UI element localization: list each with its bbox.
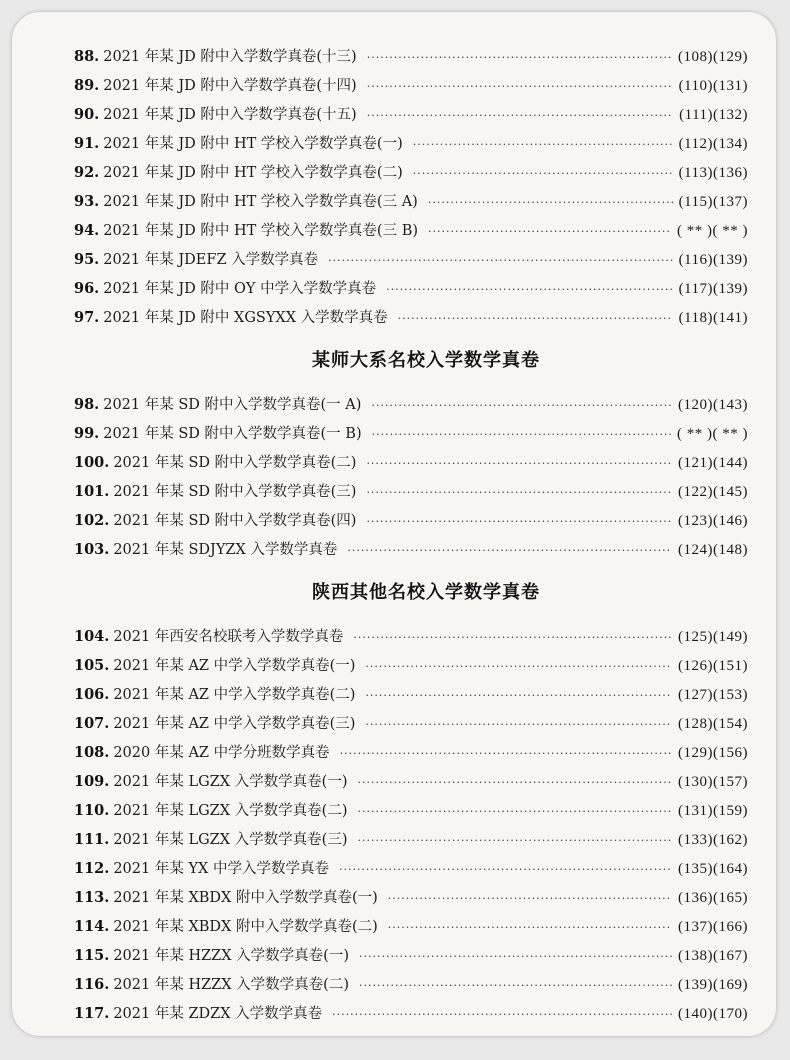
document-page bbox=[12, 12, 776, 1036]
dot-leader bbox=[388, 884, 672, 913]
entry-page-numbers: (130)(157) bbox=[678, 774, 748, 790]
entry-title: 2021 年某 JD 附中 HT 学校入学数学真卷(二) bbox=[103, 165, 403, 181]
dot-leader bbox=[428, 217, 671, 246]
entry-number: 104. bbox=[74, 628, 110, 645]
entry-number: 113. bbox=[74, 889, 110, 906]
entry-page-numbers: (112)(134) bbox=[678, 136, 748, 152]
entry-page-numbers: (122)(145) bbox=[678, 484, 748, 500]
entry-number: 100. bbox=[74, 454, 110, 471]
toc-entry[interactable] bbox=[74, 825, 748, 854]
entry-page-numbers: (113)(136) bbox=[678, 165, 748, 181]
dot-leader bbox=[347, 536, 672, 565]
dot-leader bbox=[353, 623, 672, 652]
entry-title: 2021 年某 SDJYZX 入学数学真卷 bbox=[113, 542, 338, 558]
toc-entry[interactable] bbox=[74, 71, 748, 100]
entry-number: 90. bbox=[74, 106, 100, 123]
entry-number: 96. bbox=[74, 280, 100, 297]
entry-title: 2021 年某 JD 附中 HT 学校入学数学真卷(三 B) bbox=[103, 223, 419, 239]
dot-leader bbox=[359, 942, 672, 971]
entry-title: 2021 年某 LGZX 入学数学真卷(一) bbox=[113, 774, 348, 790]
entry-title: 2021 年某 HZZX 入学数学真卷(二) bbox=[113, 977, 349, 993]
toc-entry[interactable] bbox=[74, 738, 748, 767]
entry-number: 91. bbox=[74, 135, 100, 152]
entry-page-numbers: (138)(167) bbox=[678, 948, 748, 964]
dot-leader bbox=[367, 43, 672, 72]
entry-title: 2021 年某 YX 中学入学数学真卷 bbox=[113, 861, 329, 877]
dot-leader bbox=[365, 710, 672, 739]
toc-entry[interactable] bbox=[74, 274, 748, 303]
dot-leader bbox=[340, 739, 672, 768]
entry-number: 102. bbox=[74, 512, 110, 529]
dot-leader bbox=[357, 797, 672, 826]
entry-number: 89. bbox=[74, 77, 100, 94]
entry-page-numbers: (121)(144) bbox=[678, 455, 748, 471]
entry-number: 112. bbox=[74, 860, 110, 877]
entry-number: 110. bbox=[74, 802, 110, 819]
entry-title: 2021 年某 JD 附中 OY 中学入学数学真卷 bbox=[103, 281, 377, 297]
toc-entry[interactable] bbox=[74, 854, 748, 883]
entry-title: 2021 年某 XBDX 附中入学数学真卷(二) bbox=[113, 919, 378, 935]
entry-title: 2021 年某 SD 附中入学数学真卷(四) bbox=[113, 513, 357, 529]
entry-number: 95. bbox=[74, 251, 100, 268]
entry-title: 2021 年某 SD 附中入学数学真卷(一 B) bbox=[103, 426, 362, 442]
entry-title: 2021 年某 AZ 中学入学数学真卷(一) bbox=[113, 658, 356, 674]
entry-number: 92. bbox=[74, 164, 100, 181]
toc-entry[interactable] bbox=[74, 506, 748, 535]
toc-entry[interactable] bbox=[74, 883, 748, 912]
toc-entry[interactable] bbox=[74, 303, 748, 332]
entry-number: 99. bbox=[74, 425, 100, 442]
toc-entry[interactable] bbox=[74, 100, 748, 129]
dot-leader bbox=[372, 420, 671, 449]
entry-number: 107. bbox=[74, 715, 110, 732]
entry-number: 94. bbox=[74, 222, 100, 239]
entry-title: 2021 年某 SD 附中入学数学真卷(二) bbox=[113, 455, 357, 471]
dot-leader bbox=[365, 652, 672, 681]
entry-page-numbers: (125)(149) bbox=[678, 629, 748, 645]
dot-leader bbox=[371, 391, 672, 420]
toc-entry[interactable] bbox=[74, 912, 748, 941]
entry-page-numbers: (136)(165) bbox=[678, 890, 748, 906]
entry-page-numbers: (139)(169) bbox=[678, 977, 748, 993]
entry-page-numbers: (127)(153) bbox=[678, 687, 748, 703]
toc-entry[interactable] bbox=[74, 680, 748, 709]
dot-leader bbox=[413, 159, 673, 188]
dot-leader bbox=[428, 188, 673, 217]
dot-leader bbox=[367, 72, 673, 101]
entry-title: 2021 年某 AZ 中学入学数学真卷(二) bbox=[113, 687, 356, 703]
entry-title: 2021 年某 LGZX 入学数学真卷(二) bbox=[113, 803, 348, 819]
entry-title: 2021 年某 XBDX 附中入学数学真卷(一) bbox=[113, 890, 378, 906]
toc-entry[interactable] bbox=[74, 216, 748, 245]
dot-leader bbox=[328, 246, 672, 275]
entry-page-numbers: (140)(170) bbox=[678, 1006, 748, 1022]
entry-number: 101. bbox=[74, 483, 110, 500]
dot-leader bbox=[366, 449, 672, 478]
entry-number: 105. bbox=[74, 657, 110, 674]
entry-page-numbers: (129)(156) bbox=[678, 745, 748, 761]
entry-page-numbers: ( ** )( ** ) bbox=[677, 426, 748, 442]
entry-page-numbers: (118)(141) bbox=[678, 310, 748, 326]
entry-page-numbers: (111)(132) bbox=[679, 107, 748, 123]
toc-entry[interactable] bbox=[74, 651, 748, 680]
dot-leader bbox=[332, 1000, 672, 1029]
entry-number: 117. bbox=[74, 1005, 110, 1022]
dot-leader bbox=[359, 971, 672, 1000]
entry-page-numbers: (131)(159) bbox=[678, 803, 748, 819]
entry-page-numbers: (117)(139) bbox=[678, 281, 748, 297]
entry-title: 2021 年某 LGZX 入学数学真卷(三) bbox=[113, 832, 348, 848]
entry-number: 116. bbox=[74, 976, 110, 993]
entry-number: 88. bbox=[74, 48, 100, 65]
entry-number: 111. bbox=[74, 831, 110, 848]
entry-title: 2021 年某 JD 附中入学数学真卷(十五) bbox=[103, 107, 357, 123]
toc-entry[interactable] bbox=[74, 941, 748, 970]
entry-page-numbers: (110)(131) bbox=[678, 78, 748, 94]
entry-page-numbers: ( ** )( ** ) bbox=[677, 223, 748, 239]
toc-entry[interactable] bbox=[74, 796, 748, 825]
entry-page-numbers: (124)(148) bbox=[678, 542, 748, 558]
entry-title: 2021 年西安名校联考入学数学真卷 bbox=[113, 629, 344, 645]
entry-number: 109. bbox=[74, 773, 110, 790]
entry-title: 2021 年某 JD 附中 HT 学校入学数学真卷(三 A) bbox=[103, 194, 418, 210]
toc-entry[interactable] bbox=[74, 535, 748, 564]
entry-page-numbers: (108)(129) bbox=[678, 49, 748, 65]
toc-entry[interactable] bbox=[74, 390, 748, 419]
toc-entry[interactable] bbox=[74, 448, 748, 477]
entry-number: 108. bbox=[74, 744, 110, 761]
entry-number: 115. bbox=[74, 947, 110, 964]
dot-leader bbox=[366, 507, 672, 536]
dot-leader bbox=[386, 275, 672, 304]
entry-number: 103. bbox=[74, 541, 110, 558]
entry-page-numbers: (126)(151) bbox=[678, 658, 748, 674]
entry-number: 98. bbox=[74, 396, 100, 413]
toc-entry[interactable] bbox=[74, 419, 748, 448]
toc-entry[interactable] bbox=[74, 245, 748, 274]
entry-title: 2021 年某 HZZX 入学数学真卷(一) bbox=[113, 948, 349, 964]
section-heading: 陕西其他名校入学数学真卷 bbox=[312, 582, 540, 603]
dot-leader bbox=[366, 478, 672, 507]
toc-entry[interactable] bbox=[74, 158, 748, 187]
dot-leader bbox=[367, 101, 673, 130]
table-of-contents bbox=[74, 42, 748, 1028]
entry-title: 2021 年某 AZ 中学入学数学真卷(三) bbox=[113, 716, 356, 732]
entry-title: 2021 年某 JD 附中入学数学真卷(十三) bbox=[103, 49, 357, 65]
entry-page-numbers: (115)(137) bbox=[678, 194, 748, 210]
section-heading: 某师大系名校入学数学真卷 bbox=[312, 350, 540, 371]
dot-leader bbox=[388, 913, 672, 942]
entry-title: 2021 年某 JD 附中 HT 学校入学数学真卷(一) bbox=[103, 136, 403, 152]
dot-leader bbox=[413, 130, 673, 159]
entry-title: 2020 年某 AZ 中学分班数学真卷 bbox=[113, 745, 330, 761]
toc-entry[interactable] bbox=[74, 187, 748, 216]
entry-title: 2021 年某 ZDZX 入学数学真卷 bbox=[113, 1006, 323, 1022]
entry-title: 2021 年某 JDEFZ 入学数学真卷 bbox=[103, 252, 319, 268]
dot-leader bbox=[357, 768, 672, 797]
entry-page-numbers: (135)(164) bbox=[678, 861, 748, 877]
entry-page-numbers: (123)(146) bbox=[678, 513, 748, 529]
toc-entry[interactable] bbox=[74, 767, 748, 796]
entry-page-numbers: (128)(154) bbox=[678, 716, 748, 732]
entry-page-numbers: (137)(166) bbox=[678, 919, 748, 935]
entry-page-numbers: (133)(162) bbox=[678, 832, 748, 848]
toc-entry[interactable] bbox=[74, 129, 748, 158]
entry-title: 2021 年某 SD 附中入学数学真卷(一 A) bbox=[103, 397, 362, 413]
dot-leader bbox=[365, 681, 672, 710]
dot-leader bbox=[339, 855, 672, 884]
entry-page-numbers: (120)(143) bbox=[678, 397, 748, 413]
entry-number: 93. bbox=[74, 193, 100, 210]
toc-entry[interactable] bbox=[74, 999, 748, 1028]
toc-entry[interactable] bbox=[74, 622, 748, 651]
entry-page-numbers: (116)(139) bbox=[678, 252, 748, 268]
toc-entry[interactable] bbox=[74, 709, 748, 738]
dot-leader bbox=[398, 304, 673, 333]
dot-leader bbox=[357, 826, 672, 855]
toc-entry[interactable] bbox=[74, 477, 748, 506]
entry-title: 2021 年某 SD 附中入学数学真卷(三) bbox=[113, 484, 357, 500]
entry-title: 2021 年某 JD 附中 XGSYXX 入学数学真卷 bbox=[103, 310, 388, 326]
entry-number: 114. bbox=[74, 918, 110, 935]
entry-number: 106. bbox=[74, 686, 110, 703]
toc-entry[interactable] bbox=[74, 970, 748, 999]
entry-title: 2021 年某 JD 附中入学数学真卷(十四) bbox=[103, 78, 357, 94]
toc-entry[interactable] bbox=[74, 42, 748, 71]
entry-number: 97. bbox=[74, 309, 100, 326]
